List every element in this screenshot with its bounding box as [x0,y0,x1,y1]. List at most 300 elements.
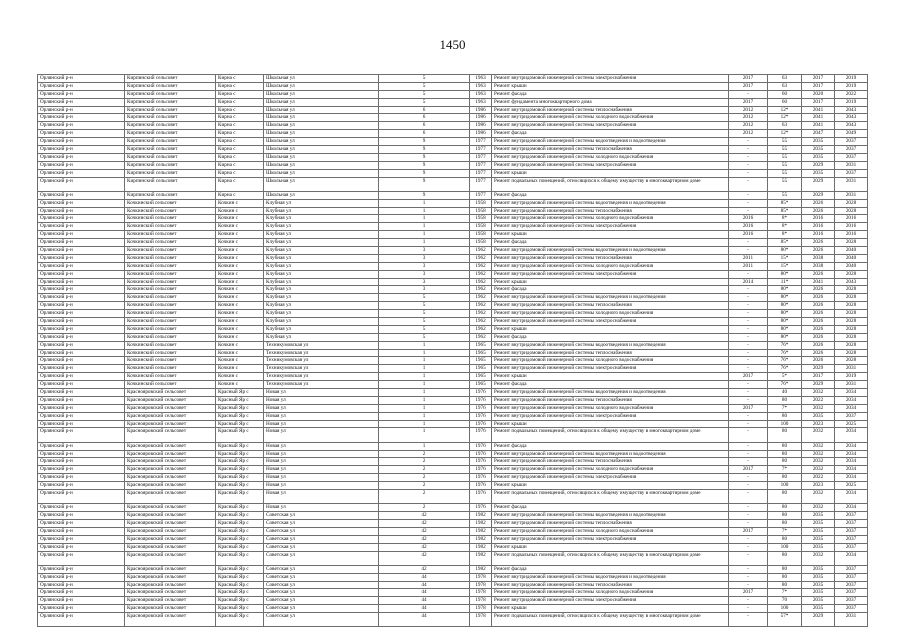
cell-wear: 55 [768,161,802,169]
table-row [38,153,868,161]
cell-municipality: Кочкинский сельсовет [125,365,216,373]
cell-year-built: 1976 [470,504,492,512]
cell-district: Орлянский р-н [38,114,125,122]
cell-district: Орлянский р-н [38,122,125,130]
cell-house: 2 [379,474,470,482]
cell-district: Орлянский р-н [38,98,125,106]
cell-district: Орлянский р-н [38,466,125,474]
cell-house: 44 [379,573,470,581]
cell-plan-end: 2037 [835,512,868,520]
cell-settlement: Кочкин с [216,349,264,357]
cell-plan-start: 2041 [802,278,835,286]
cell-wear: 80 [768,442,802,450]
table-row [38,474,868,482]
cell-last-repair: - [729,474,768,482]
cell-wear: 7* [768,404,802,412]
cell-wear: 80* [768,318,802,326]
cell-plan-end: 2037 [835,581,868,589]
table-row [38,294,868,302]
cell-last-repair: - [729,341,768,349]
table-row [38,527,868,535]
cell-municipality: Кочкинский сельсовет [125,270,216,278]
cell-street: Школьная ул [264,130,379,138]
cell-plan-end: 2037 [835,605,868,613]
cell-settlement: Кочкин с [216,286,264,294]
cell-house: 5 [379,294,470,302]
cell-settlement: Кирна с [216,177,264,191]
cell-wear: 76* [768,357,802,365]
cell-municipality: Краснояровский сельсовет [125,404,216,412]
cell-wear: 80 [768,412,802,420]
cell-plan-start: 2026 [802,270,835,278]
cell-wear: 60 [768,90,802,98]
cell-settlement: Кирна с [216,75,264,83]
cell-plan-end: 2031 [835,381,868,389]
cell-plan-start: 2026 [802,239,835,247]
cell-settlement: Красный Яр с [216,565,264,573]
cell-plan-start: 2026 [802,247,835,255]
cell-year-built: 1977 [470,146,492,154]
table-row [38,381,868,389]
cell-municipality: Краснояровский сельсовет [125,543,216,551]
cell-plan-start: 2041 [802,106,835,114]
cell-work-type: Ремонт внутридомовой инженерной системы холодного водоснабжения [492,215,729,223]
cell-municipality: Краснояровский сельсовет [125,450,216,458]
cell-wear: 80* [768,247,802,255]
cell-last-repair: 2016 [729,215,768,223]
cell-work-type: Ремонт внутридомовой инженерной системы водоотведения и водоотведения [492,199,729,207]
cell-year-built: 1962 [470,247,492,255]
cell-house: 42 [379,527,470,535]
cell-street: Советская ул [264,535,379,543]
cell-plan-start: 2035 [802,535,835,543]
cell-last-repair: - [729,357,768,365]
cell-plan-start: 2038 [802,254,835,262]
cell-work-type: Ремонт внутридомовой инженерной системы водоотведения и водоотведения [492,138,729,146]
cell-municipality: Краснояровский сельсовет [125,605,216,613]
cell-last-repair: - [729,565,768,573]
cell-house: 2 [379,450,470,458]
cell-house: 6 [379,122,470,130]
cell-work-type: Ремонт внутридомовой инженерной системы теплоснабжения [492,146,729,154]
cell-house: 3 [379,278,470,286]
cell-street: Школьная ул [264,161,379,169]
cell-year-built: 1982 [470,551,492,565]
cell-settlement: Кирна с [216,161,264,169]
cell-last-repair: 2014 [729,278,768,286]
table-row [38,199,868,207]
cell-district: Орлянский р-н [38,474,125,482]
cell-settlement: Кочкин с [216,231,264,239]
table-row [38,404,868,412]
cell-district: Орлянский р-н [38,286,125,294]
cell-municipality: Кирпинский сельсовет [125,90,216,98]
cell-house: 5 [379,90,470,98]
table-row [38,396,868,404]
cell-work-type: Ремонт крыши [492,605,729,613]
cell-street: Советская ул [264,551,379,565]
cell-municipality: Кочкинский сельсовет [125,231,216,239]
cell-municipality: Кирпинский сельсовет [125,146,216,154]
table-row [38,357,868,365]
cell-municipality: Кочкинский сельсовет [125,262,216,270]
cell-house: 2 [379,466,470,474]
cell-street: Клубная ул [264,207,379,215]
cell-plan-start: 2026 [802,341,835,349]
cell-last-repair: - [729,396,768,404]
cell-municipality: Краснояровский сельсовет [125,512,216,520]
cell-house: 1 [379,357,470,365]
table-row [38,458,868,466]
cell-settlement: Кочкин с [216,215,264,223]
cell-house: 9 [379,146,470,154]
table-row [38,278,868,286]
cell-municipality: Краснояровский сельсовет [125,597,216,605]
cell-plan-end: 2031 [835,613,868,627]
cell-house: 6 [379,130,470,138]
cell-street: Новая ул [264,490,379,504]
cell-settlement: Кочкин с [216,239,264,247]
cell-plan-end: 2040 [835,254,868,262]
table-row [38,262,868,270]
cell-plan-end: 2040 [835,247,868,255]
cell-municipality: Краснояровский сельсовет [125,527,216,535]
cell-plan-start: 2035 [802,543,835,551]
cell-settlement: Кочкин с [216,365,264,373]
cell-plan-start: 2041 [802,114,835,122]
cell-settlement: Красный Яр с [216,535,264,543]
cell-house: 9 [379,177,470,191]
cell-district: Орлянский р-н [38,270,125,278]
cell-wear: 8* [768,223,802,231]
cell-plan-start: 2035 [802,527,835,535]
cell-work-type: Ремонт фасада [492,191,729,199]
table-row [38,482,868,490]
cell-district: Орлянский р-н [38,191,125,199]
cell-settlement: Красный Яр с [216,474,264,482]
cell-house: 5 [379,302,470,310]
cell-district: Орлянский р-н [38,294,125,302]
table-row [38,106,868,114]
cell-district: Орлянский р-н [38,512,125,520]
cell-last-repair: 2011 [729,254,768,262]
cell-settlement: Кочкин с [216,302,264,310]
cell-district: Орлянский р-н [38,535,125,543]
cell-house: 5 [379,333,470,341]
cell-municipality: Краснояровский сельсовет [125,482,216,490]
cell-street: Школьная ул [264,146,379,154]
cell-wear: 8* [768,231,802,239]
cell-year-built: 1986 [470,114,492,122]
capital-repair-table [37,74,868,627]
cell-wear: 11* [768,278,802,286]
cell-house: 1 [379,404,470,412]
cell-settlement: Кочкин с [216,254,264,262]
cell-year-built: 1962 [470,286,492,294]
cell-year-built: 1958 [470,215,492,223]
cell-street: Советская ул [264,613,379,627]
cell-plan-start: 2035 [802,512,835,520]
cell-street: Школьная ул [264,106,379,114]
cell-settlement: Кочкин с [216,278,264,286]
cell-plan-start: 2026 [802,310,835,318]
cell-wear: 57* [768,613,802,627]
cell-plan-start: 2026 [802,294,835,302]
cell-year-built: 1982 [470,512,492,520]
cell-year-built: 1986 [470,130,492,138]
cell-municipality: Кочкинский сельсовет [125,357,216,365]
cell-house: 3 [379,254,470,262]
cell-year-built: 1976 [470,442,492,450]
cell-plan-end: 2025 [835,482,868,490]
cell-street: Школьная ул [264,82,379,90]
cell-year-built: 1976 [470,490,492,504]
cell-municipality: Краснояровский сельсовет [125,519,216,527]
cell-plan-start: 2035 [802,581,835,589]
cell-street: Школьная ул [264,177,379,191]
cell-plan-end: 2034 [835,442,868,450]
cell-work-type: Ремонт внутридомовой инженерной системы электроснабжения [492,270,729,278]
cell-plan-end: 2043 [835,106,868,114]
cell-wear: 15* [768,254,802,262]
cell-settlement: Кочкин с [216,333,264,341]
cell-street: Советская ул [264,597,379,605]
cell-year-built: 1962 [470,302,492,310]
cell-street: Клубная ул [264,325,379,333]
cell-district: Орлянский р-н [38,396,125,404]
cell-municipality: Кочкинский сельсовет [125,349,216,357]
cell-wear: 80 [768,428,802,442]
cell-work-type: Ремонт подвальных помещений, относящихся к общему имуществу в многоквартирном доме [492,613,729,627]
cell-district: Орлянский р-н [38,373,125,381]
cell-street: Клубная ул [264,333,379,341]
cell-year-built: 1965 [470,349,492,357]
cell-plan-end: 2028 [835,270,868,278]
cell-plan-end: 2028 [835,199,868,207]
cell-plan-end: 2037 [835,543,868,551]
cell-plan-start: 2020 [802,90,835,98]
table-row [38,389,868,397]
cell-street: Школьная ул [264,122,379,130]
cell-plan-start: 2035 [802,412,835,420]
cell-municipality: Кочкинский сельсовет [125,247,216,255]
cell-plan-end: 2028 [835,341,868,349]
cell-municipality: Кочкинский сельсовет [125,333,216,341]
cell-house: 1 [379,396,470,404]
cell-house: 9 [379,153,470,161]
cell-plan-end: 2037 [835,597,868,605]
cell-plan-end: 2037 [835,412,868,420]
cell-district: Орлянский р-н [38,82,125,90]
cell-wear: 100 [768,605,802,613]
cell-plan-start: 2026 [802,318,835,326]
cell-year-built: 1962 [470,262,492,270]
cell-district: Орлянский р-н [38,442,125,450]
cell-last-repair: - [729,512,768,520]
cell-plan-start: 2032 [802,442,835,450]
cell-last-repair: 2012 [729,114,768,122]
cell-plan-start: 2032 [802,466,835,474]
cell-municipality: Краснояровский сельсовет [125,504,216,512]
cell-street: Клубная ул [264,215,379,223]
cell-municipality: Кочкинский сельсовет [125,294,216,302]
cell-house: 44 [379,589,470,597]
cell-house: 2 [379,482,470,490]
cell-street: Советская ул [264,605,379,613]
cell-plan-end: 2037 [835,589,868,597]
cell-last-repair: - [729,428,768,442]
cell-wear: 55 [768,177,802,191]
cell-wear: 80* [768,310,802,318]
cell-settlement: Красный Яр с [216,490,264,504]
cell-plan-start: 2041 [802,122,835,130]
cell-street: Клубная ул [264,199,379,207]
cell-district: Орлянский р-н [38,325,125,333]
cell-plan-end: 2034 [835,404,868,412]
cell-house: 42 [379,551,470,565]
cell-street: Школьная ул [264,75,379,83]
table-row [38,223,868,231]
cell-wear: 80 [768,565,802,573]
cell-municipality: Кочкинский сельсовет [125,199,216,207]
cell-settlement: Кочкин с [216,310,264,318]
cell-work-type: Ремонт внутридомовой инженерной системы теплоснабжения [492,106,729,114]
table-row [38,207,868,215]
cell-street: Новая ул [264,396,379,404]
cell-district: Орлянский р-н [38,138,125,146]
cell-last-repair: 2017 [729,404,768,412]
cell-settlement: Кирна с [216,191,264,199]
cell-plan-start: 2035 [802,138,835,146]
cell-wear: 80 [768,519,802,527]
cell-municipality: Кочкинский сельсовет [125,207,216,215]
cell-district: Орлянский р-н [38,130,125,138]
cell-work-type: Ремонт внутридомовой инженерной системы теплоснабжения [492,254,729,262]
cell-plan-end: 2019 [835,82,868,90]
cell-street: Новая ул [264,428,379,442]
cell-district: Орлянский р-н [38,215,125,223]
cell-street: Новая ул [264,466,379,474]
cell-year-built: 1976 [470,396,492,404]
table-row [38,504,868,512]
cell-municipality: Кирпинский сельсовет [125,153,216,161]
cell-plan-start: 2035 [802,519,835,527]
cell-street: Клубная ул [264,231,379,239]
cell-wear: 76* [768,349,802,357]
cell-year-built: 1976 [470,450,492,458]
cell-wear: 76* [768,365,802,373]
cell-house: 9 [379,161,470,169]
cell-last-repair: 2017 [729,466,768,474]
cell-last-repair: - [729,247,768,255]
cell-work-type: Ремонт подвальных помещений, относящихся к общему имуществу в многоквартирном доме [492,428,729,442]
cell-house: 42 [379,565,470,573]
table-row [38,90,868,98]
cell-district: Орлянский р-н [38,589,125,597]
cell-wear: 80 [768,474,802,482]
cell-plan-end: 2022 [835,90,868,98]
cell-last-repair: - [729,191,768,199]
cell-street: Советская ул [264,519,379,527]
table-row [38,373,868,381]
cell-year-built: 1965 [470,357,492,365]
cell-wear: 63 [768,82,802,90]
cell-plan-end: 2043 [835,114,868,122]
table-row [38,169,868,177]
cell-district: Орлянский р-н [38,161,125,169]
cell-settlement: Красный Яр с [216,420,264,428]
cell-house: 6 [379,114,470,122]
cell-last-repair: - [729,333,768,341]
cell-wear: 80* [768,333,802,341]
cell-district: Орлянский р-н [38,341,125,349]
cell-wear: 85* [768,199,802,207]
cell-house: 5 [379,82,470,90]
cell-settlement: Кочкин с [216,318,264,326]
cell-plan-end: 2016 [835,223,868,231]
cell-wear: 12* [768,130,802,138]
cell-last-repair: - [729,294,768,302]
cell-plan-end: 2034 [835,490,868,504]
cell-work-type: Ремонт фасада [492,504,729,512]
cell-municipality: Краснояровский сельсовет [125,466,216,474]
cell-street: Клубная ул [264,254,379,262]
cell-last-repair: 2016 [729,231,768,239]
cell-street: Техникумовская ул [264,357,379,365]
cell-plan-end: 2028 [835,318,868,326]
cell-plan-end: 2019 [835,75,868,83]
cell-year-built: 1976 [470,404,492,412]
cell-work-type: Ремонт внутридомовой инженерной системы теплоснабжения [492,519,729,527]
cell-settlement: Красный Яр с [216,597,264,605]
cell-year-built: 1963 [470,90,492,98]
cell-last-repair: - [729,581,768,589]
cell-district: Орлянский р-н [38,75,125,83]
cell-district: Орлянский р-н [38,420,125,428]
cell-work-type: Ремонт внутридомовой инженерной системы холодного водоснабжения [492,466,729,474]
cell-district: Орлянский р-н [38,504,125,512]
cell-work-type: Ремонт фасада [492,286,729,294]
cell-municipality: Кирпинский сельсовет [125,177,216,191]
cell-work-type: Ремонт фасада [492,381,729,389]
cell-district: Орлянский р-н [38,278,125,286]
cell-municipality: Кочкинский сельсовет [125,302,216,310]
cell-last-repair: - [729,302,768,310]
cell-settlement: Красный Яр с [216,512,264,520]
table-row [38,365,868,373]
table-row [38,98,868,106]
cell-plan-start: 2022 [802,474,835,482]
cell-house: 1 [379,381,470,389]
cell-district: Орлянский р-н [38,247,125,255]
table-row [38,519,868,527]
cell-district: Орлянский р-н [38,597,125,605]
cell-street: Клубная ул [264,294,379,302]
cell-district: Орлянский р-н [38,428,125,442]
cell-work-type: Ремонт внутридомовой инженерной системы холодного водоснабжения [492,527,729,535]
cell-last-repair: - [729,389,768,397]
cell-settlement: Кочкин с [216,223,264,231]
table-row [38,333,868,341]
cell-plan-start: 2016 [802,223,835,231]
cell-plan-start: 2017 [802,75,835,83]
cell-year-built: 1982 [470,565,492,573]
table-row [38,75,868,83]
cell-plan-end: 2028 [835,310,868,318]
cell-plan-start: 2023 [802,482,835,490]
cell-plan-end: 2034 [835,458,868,466]
cell-house: 2 [379,458,470,466]
